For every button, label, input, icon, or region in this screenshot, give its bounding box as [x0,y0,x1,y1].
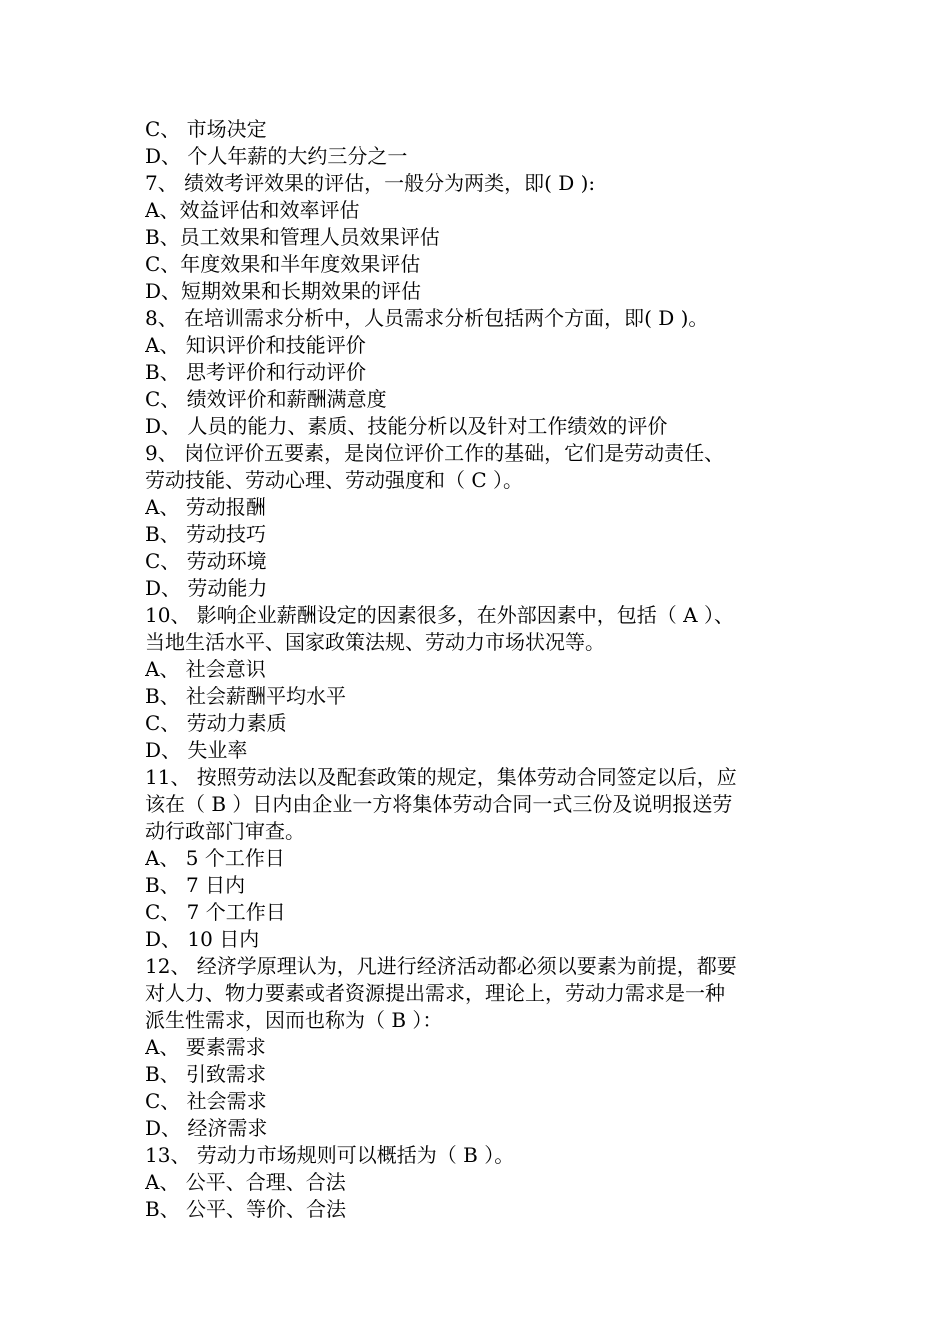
option-b: B、 公平、等价、合法 [145,1197,347,1221]
option-c: C、 绩效评价和薪酬满意度 [145,387,387,411]
option-b: B、 引致需求 [145,1062,267,1086]
option-c: C、 社会需求 [145,1089,267,1113]
option-c: C、 7 个工作日 [145,900,286,924]
text-line: C、 市场决定 [145,117,267,141]
option-b: B、 7 日内 [145,873,246,897]
question-10: 10、 影响企业薪酬设定的因素很多，在外部因素中，包括（ A ）、 [145,603,734,627]
option-a: A、 公平、合理、合法 [145,1170,346,1194]
option-d: D、短期效果和长期效果的评估 [145,279,422,303]
question-11: 11、 按照劳动法以及配套政策的规定，集体劳动合同签定以后，应 [145,765,737,789]
option-d: D、 人员的能力、素质、技能分析以及针对工作绩效的评价 [145,414,668,438]
option-a: A、 知识评价和技能评价 [145,333,366,357]
option-d: D、 10 日内 [145,927,260,951]
document-body [145,116,810,1223]
question-11-cont: 该在（ B ）日内由企业一方将集体劳动合同一式三份及说明报送劳 [145,792,733,816]
question-8: 8、 在培训需求分析中，人员需求分析包括两个方面，即( D )。 [145,306,709,330]
question-12: 12、 经济学原理认为，凡进行经济活动都必须以要素为前提，都要 [145,954,737,978]
question-7: 7、 绩效考评效果的评估，一般分为两类，即( D ): [145,171,596,195]
question-9-cont: 劳动技能、劳动心理、劳动强度和（ C ）。 [145,468,524,492]
question-9: 9、 岗位评价五要素，是岗位评价工作的基础，它们是劳动责任、 [145,441,725,465]
option-c: C、 劳动环境 [145,549,267,573]
option-a: A、 5 个工作日 [145,846,285,870]
text-line: D、 个人年薪的大约三分之一 [145,144,408,168]
option-b: B、员工效果和管理人员效果评估 [145,225,440,249]
option-b: B、 社会薪酬平均水平 [145,684,347,708]
option-d: D、 失业率 [145,738,248,762]
option-a: A、 社会意识 [145,657,266,681]
option-d: D、 劳动能力 [145,576,268,600]
question-11-cont: 动行政部门审查。 [145,819,305,843]
option-d: D、 经济需求 [145,1116,268,1140]
option-a: A、效益评估和效率评估 [145,198,360,222]
option-c: C、年度效果和半年度效果评估 [145,252,421,276]
option-a: A、 劳动报酬 [145,495,266,519]
question-10-cont: 当地生活水平、国家政策法规、劳动力市场状况等。 [145,630,605,654]
option-b: B、 思考评价和行动评价 [145,360,367,384]
question-12-cont: 对人力、物力要素或者资源提出需求，理论上，劳动力需求是一种 [145,981,725,1005]
option-c: C、 劳动力素质 [145,711,287,735]
option-a: A、 要素需求 [145,1035,266,1059]
question-12-cont: 派生性需求，因而也称为（ B ）： [145,1008,443,1032]
option-b: B、 劳动技巧 [145,522,267,546]
question-13: 13、 劳动力市场规则可以概括为（ B ）。 [145,1143,515,1167]
